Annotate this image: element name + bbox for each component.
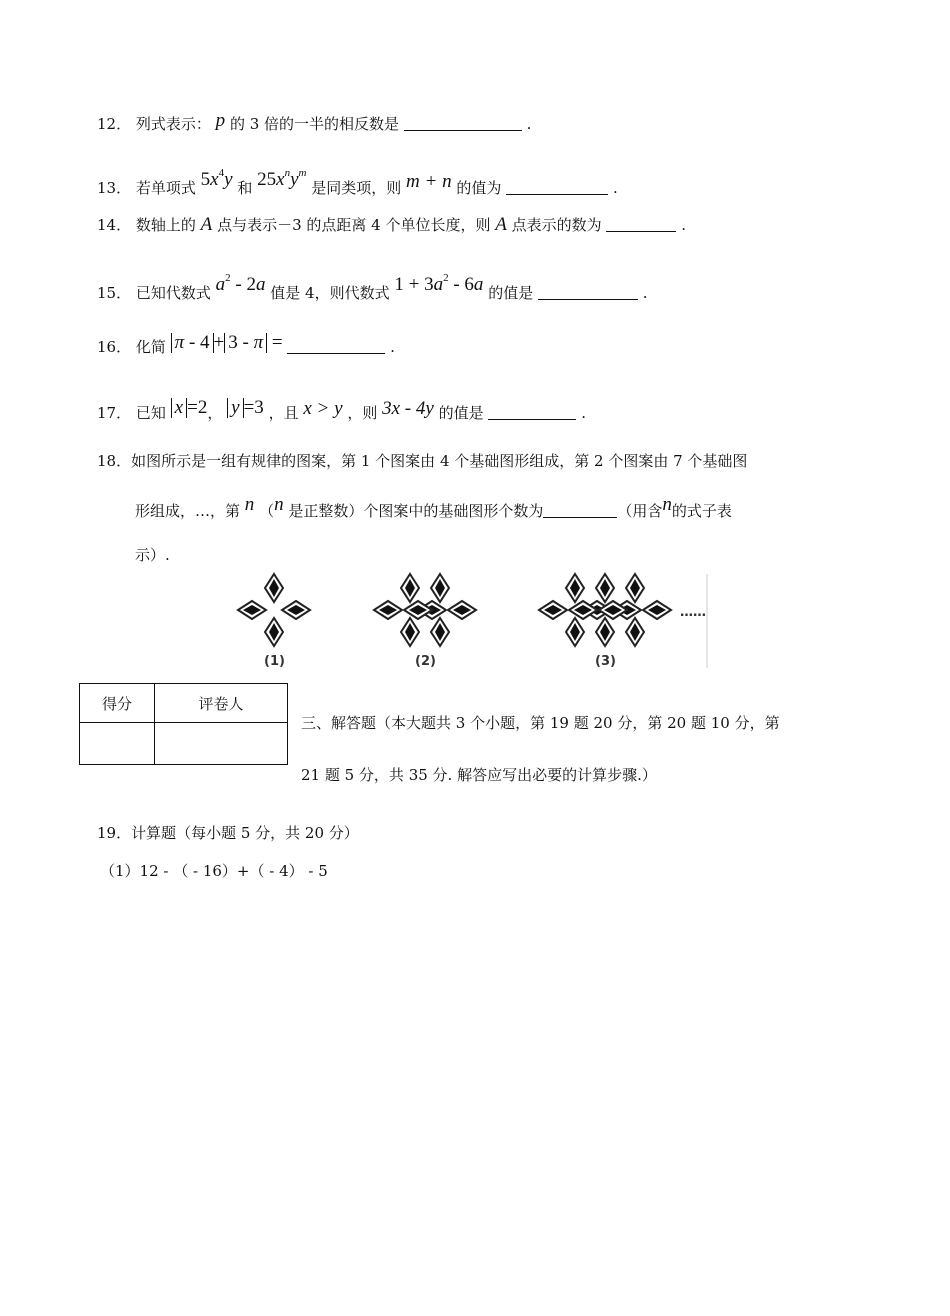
question-text: 点表示的数为	[511, 216, 602, 234]
monomial-1: $5x^4y$	[200, 167, 233, 190]
question-16	[97, 332, 395, 358]
pattern-figure	[230, 570, 720, 672]
question-text: 的值是	[438, 404, 484, 422]
score-cell[interactable]	[80, 723, 155, 765]
question-text: ，且	[268, 404, 299, 422]
absolute-value-2: 3 - π	[224, 333, 267, 353]
answer-blank[interactable]	[538, 285, 638, 300]
absolute-value-1: π - 4	[171, 333, 214, 353]
question-number: 14．	[97, 216, 132, 234]
question-text: 已知代数式	[135, 284, 211, 302]
continuation-dots: ……	[680, 605, 706, 620]
caption-1: (1)	[264, 654, 285, 669]
question-15	[97, 267, 648, 304]
question-text: 和	[237, 179, 253, 197]
question-text: 示）.	[135, 546, 170, 564]
question-number: 18．	[97, 452, 132, 470]
question-text: 的值为	[456, 179, 502, 197]
question-17	[97, 397, 586, 424]
question-text: 如图所示是一组有规律的图案，第 1 个图案由 4 个基础图形组成，第 2 个图案由 7 个基础图	[131, 452, 748, 470]
question-18-line-1	[97, 439, 857, 483]
math-variable: n	[662, 494, 672, 515]
question-text: 值是 4，则代数式	[270, 284, 390, 302]
caption-3: (3)	[595, 654, 616, 669]
question-12	[97, 110, 531, 135]
caption-2: (2)	[415, 654, 436, 669]
math-expression: 3x - 4y	[382, 398, 434, 419]
math-expression: m + n	[406, 171, 452, 192]
monomial-2: $25x^ny^m$	[257, 167, 307, 190]
question-text: 是正整数）个图案中的基础图形个数为	[288, 502, 544, 520]
period: .	[612, 179, 618, 197]
period: .	[681, 216, 686, 234]
plus-sign: +	[213, 332, 225, 353]
question-18	[97, 439, 857, 577]
period: .	[526, 115, 532, 133]
answer-blank[interactable]	[404, 116, 522, 131]
question-text: 数轴上的	[135, 216, 196, 234]
inequality: x > y	[303, 398, 343, 419]
question-text: 若单项式	[135, 179, 196, 197]
expression-1: $a^2 - 2a$	[215, 272, 266, 295]
question-number: 17．	[97, 404, 132, 422]
question-19-part-1: （1）12 - （ - 16）+（ - 4） - 5	[100, 862, 328, 880]
question-text: 形组成，…，第	[135, 502, 241, 520]
abs-y-equation: y =3	[227, 399, 264, 417]
question-number: 12．	[97, 115, 132, 133]
period: .	[642, 284, 648, 302]
question-text: ，则	[347, 404, 378, 422]
answer-blank[interactable]	[506, 180, 608, 195]
question-13	[97, 162, 618, 199]
question-text: 已知	[135, 404, 166, 422]
question-text: 列式表示：	[135, 115, 211, 133]
question-text: 点与表示－3 的点距离 4 个单位长度，则	[217, 216, 491, 234]
pattern-3	[539, 574, 671, 646]
math-variable: p	[215, 110, 226, 131]
grader-cell[interactable]	[155, 723, 288, 765]
question-text: 的式子表	[671, 502, 732, 520]
section-3-line-2: 21 题 5 分，共 35 分. 解答应写出必要的计算步骤.）	[301, 766, 657, 784]
math-variable: n	[244, 494, 255, 515]
question-text: 的值是	[488, 284, 534, 302]
math-variable: A	[495, 214, 507, 235]
answer-blank[interactable]	[543, 503, 617, 518]
comma: ，	[207, 404, 223, 422]
question-text: （	[259, 502, 275, 520]
question-text: 化简	[135, 338, 166, 356]
math-variable: A	[200, 214, 213, 235]
pattern-2	[374, 574, 476, 646]
pattern-1	[238, 574, 310, 646]
answer-blank[interactable]	[287, 339, 385, 354]
section-3-line-1: 三、解答题（本大题共 3 个小题，第 19 题 20 分，第 20 题 10 分，第	[301, 714, 780, 732]
question-number: 13．	[97, 179, 132, 197]
question-14	[97, 214, 686, 236]
question-text: 的 3 倍的一半的相反数是	[229, 115, 400, 133]
section-3-heading	[301, 708, 841, 790]
score-table	[79, 683, 288, 765]
period: .	[390, 338, 395, 356]
grader-header: 评卷人	[155, 684, 288, 723]
question-number: 15．	[97, 284, 132, 302]
answer-blank[interactable]	[488, 405, 576, 420]
question-19-title: 19．计算题（每小题 5 分，共 20 分）	[97, 824, 359, 842]
period: .	[581, 404, 586, 422]
equals-sign: =	[271, 332, 283, 353]
math-variable: n	[274, 494, 284, 515]
question-text: （用含	[617, 502, 663, 520]
abs-x-equation: x =2	[171, 399, 208, 417]
expression-2: $1 + 3a^2 - 6a$	[394, 272, 484, 295]
question-number: 16．	[97, 338, 132, 356]
question-18-line-2	[97, 483, 857, 533]
question-text: 是同类项，则	[311, 179, 402, 197]
score-header: 得分	[80, 684, 155, 723]
answer-blank[interactable]	[606, 217, 676, 232]
